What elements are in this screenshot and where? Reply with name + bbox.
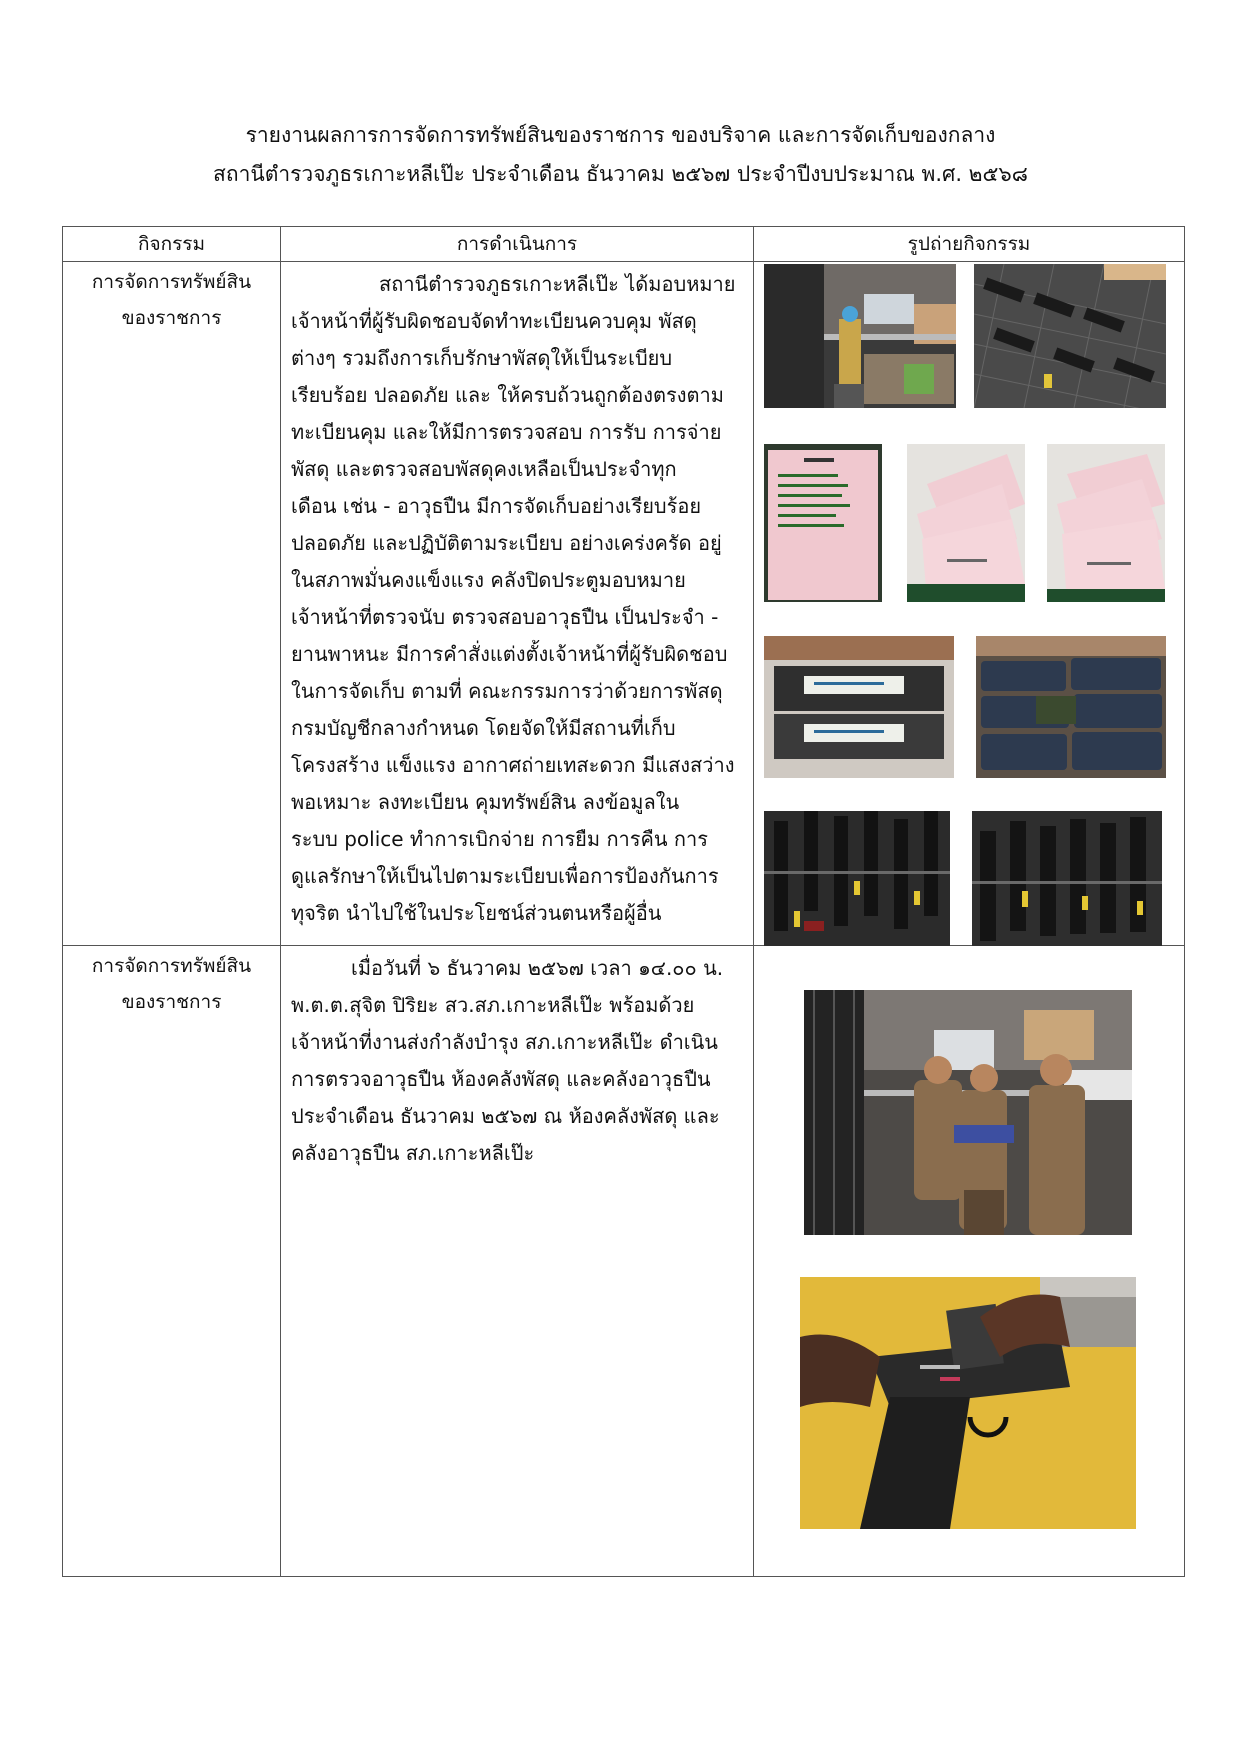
table-row bbox=[63, 946, 1185, 1577]
operation-line: ดูแลรักษาให้เป็นไปตามระเบียบเพื่อการป้องกันการ bbox=[291, 864, 719, 888]
header-operation: การดำเนินการ bbox=[281, 227, 754, 262]
operation-line: เจ้าหน้าที่ผู้รับผิดชอบจัดทำทะเบียนควบคุม พัสดุ bbox=[291, 309, 697, 333]
operation-line: ในการจัดเก็บ ตามที่ คณะกรรมการว่าด้วยการพัสดุ bbox=[291, 679, 723, 703]
operation-line: ปลอดภัย และปฏิบัติตามระเบียบ อย่างเคร่งครัด อยู่ bbox=[291, 531, 722, 555]
operation-line: ต่างๆ รวมถึงการเก็บรักษาพัสดุให้เป็นระเบียบ bbox=[291, 346, 673, 370]
header-activity: กิจกรรม bbox=[63, 227, 281, 262]
operation-line: พ.ต.ต.สุจิต ปิริยะ สว.สภ.เกาะหลีเป๊ะ พร้อมด้วย bbox=[291, 993, 695, 1017]
report-table bbox=[62, 226, 1185, 1577]
ledger-stack-photo bbox=[907, 444, 1025, 602]
operation-line: เรียบร้อย ปลอดภัย และ ให้ครบถ้วนถูกต้องตรงตาม bbox=[291, 383, 724, 407]
activity-label: ของราชการ bbox=[121, 991, 222, 1013]
operation-line: ทะเบียนคุม และให้มีการตรวจสอบ การรับ การจ่าย bbox=[291, 420, 722, 444]
operation-line: เจ้าหน้าที่งานส่งกำลังบำรุง สภ.เกาะหลีเป๊ะ ดำเนิน bbox=[291, 1030, 718, 1054]
operation-line: พัสดุ และตรวจสอบพัสดุคงเหลือเป็นประจำทุก bbox=[291, 457, 677, 481]
activity-label: การจัดการทรัพย์สิน bbox=[91, 271, 252, 293]
storeroom-photo bbox=[764, 264, 956, 408]
officers-inspection-photo bbox=[804, 990, 1132, 1235]
operation-line: เจ้าหน้าที่ตรวจนับ ตรวจสอบอาวุธปืน เป็นประจำ - bbox=[291, 605, 719, 629]
binders-photo bbox=[764, 636, 954, 778]
operation-line: เมื่อวันที่ ๖ ธันวาคม ๒๕๖๗ เวลา ๑๔.๐๐ น. bbox=[351, 956, 724, 980]
photos-cell bbox=[754, 262, 1185, 946]
rifles-photo-2 bbox=[972, 811, 1162, 946]
table-row bbox=[63, 262, 1185, 946]
operation-line: โครงสร้าง แข็งแรง อากาศถ่ายเทสะดวก มีแสงสว่าง bbox=[291, 753, 735, 777]
operation-line: ยานพาหนะ มีการคำสั่งแต่งตั้งเจ้าหน้าที่ผู้รับผิดชอบ bbox=[291, 642, 728, 666]
activity-cell bbox=[63, 946, 281, 1577]
operation-line: สถานีตำรวจภูธรเกาะหลีเป๊ะ ได้มอบหมาย bbox=[379, 272, 736, 296]
operation-line: พอเหมาะ ลงทะเบียน คุมทรัพย์สิน ลงข้อมูลใน bbox=[291, 790, 680, 814]
operation-line: ในสภาพมั่นคงแข็งแรง คลังปิดประตูมอบหมาย bbox=[291, 568, 686, 592]
table-header-row bbox=[63, 227, 1185, 262]
operation-line: กรมบัญชีกลางกำหนด โดยจัดให้มีสถานที่เก็บ bbox=[291, 716, 676, 740]
gun-rack-photo bbox=[974, 264, 1166, 408]
ledger-stack-photo-2 bbox=[1047, 444, 1165, 602]
operation-line: เดือน เช่น - อาวุธปืน มีการจัดเก็บอย่างเรียบร้อย bbox=[291, 494, 702, 518]
rifles-photo bbox=[764, 811, 950, 946]
photos-cell bbox=[754, 946, 1185, 1577]
operation-line: การตรวจอาวุธปืน ห้องคลังพัสดุ และคลังอาวุธปืน bbox=[291, 1067, 711, 1091]
header-photos: รูปถ่ายกิจกรรม bbox=[754, 227, 1185, 262]
activity-label: ของราชการ bbox=[121, 307, 222, 329]
vests-photo bbox=[976, 636, 1166, 778]
operation-cell bbox=[281, 946, 754, 1577]
ledger-cover-photo bbox=[764, 444, 882, 602]
operation-cell bbox=[281, 262, 754, 946]
activity-label: การจัดการทรัพย์สิน bbox=[91, 955, 252, 977]
operation-line: ระบบ police ทำการเบิกจ่าย การยืม การคืน การ bbox=[291, 827, 709, 851]
operation-line: คลังอาวุธปืน สภ.เกาะหลีเป๊ะ bbox=[291, 1141, 535, 1165]
activity-cell bbox=[63, 262, 281, 946]
report-title-line1: รายงานผลการการจัดการทรัพย์สินของราชการ ของบริจาค และการจัดเก็บของกลาง bbox=[245, 123, 996, 147]
operation-line: ทุจริต นำไปใช้ในประโยชน์ส่วนตนหรือผู้อื่น bbox=[291, 901, 662, 925]
pistol-inspection-photo bbox=[800, 1277, 1136, 1529]
report-title-line2: สถานีตำรวจภูธรเกาะหลีเป๊ะ ประจำเดือน ธันวาคม ๒๕๖๗ ประจำปีงบประมาณ พ.ศ. ๒๕๖๘ bbox=[213, 162, 1028, 186]
operation-line: ประจำเดือน ธันวาคม ๒๕๖๗ ณ ห้องคลังพัสดุ และ bbox=[291, 1104, 720, 1128]
